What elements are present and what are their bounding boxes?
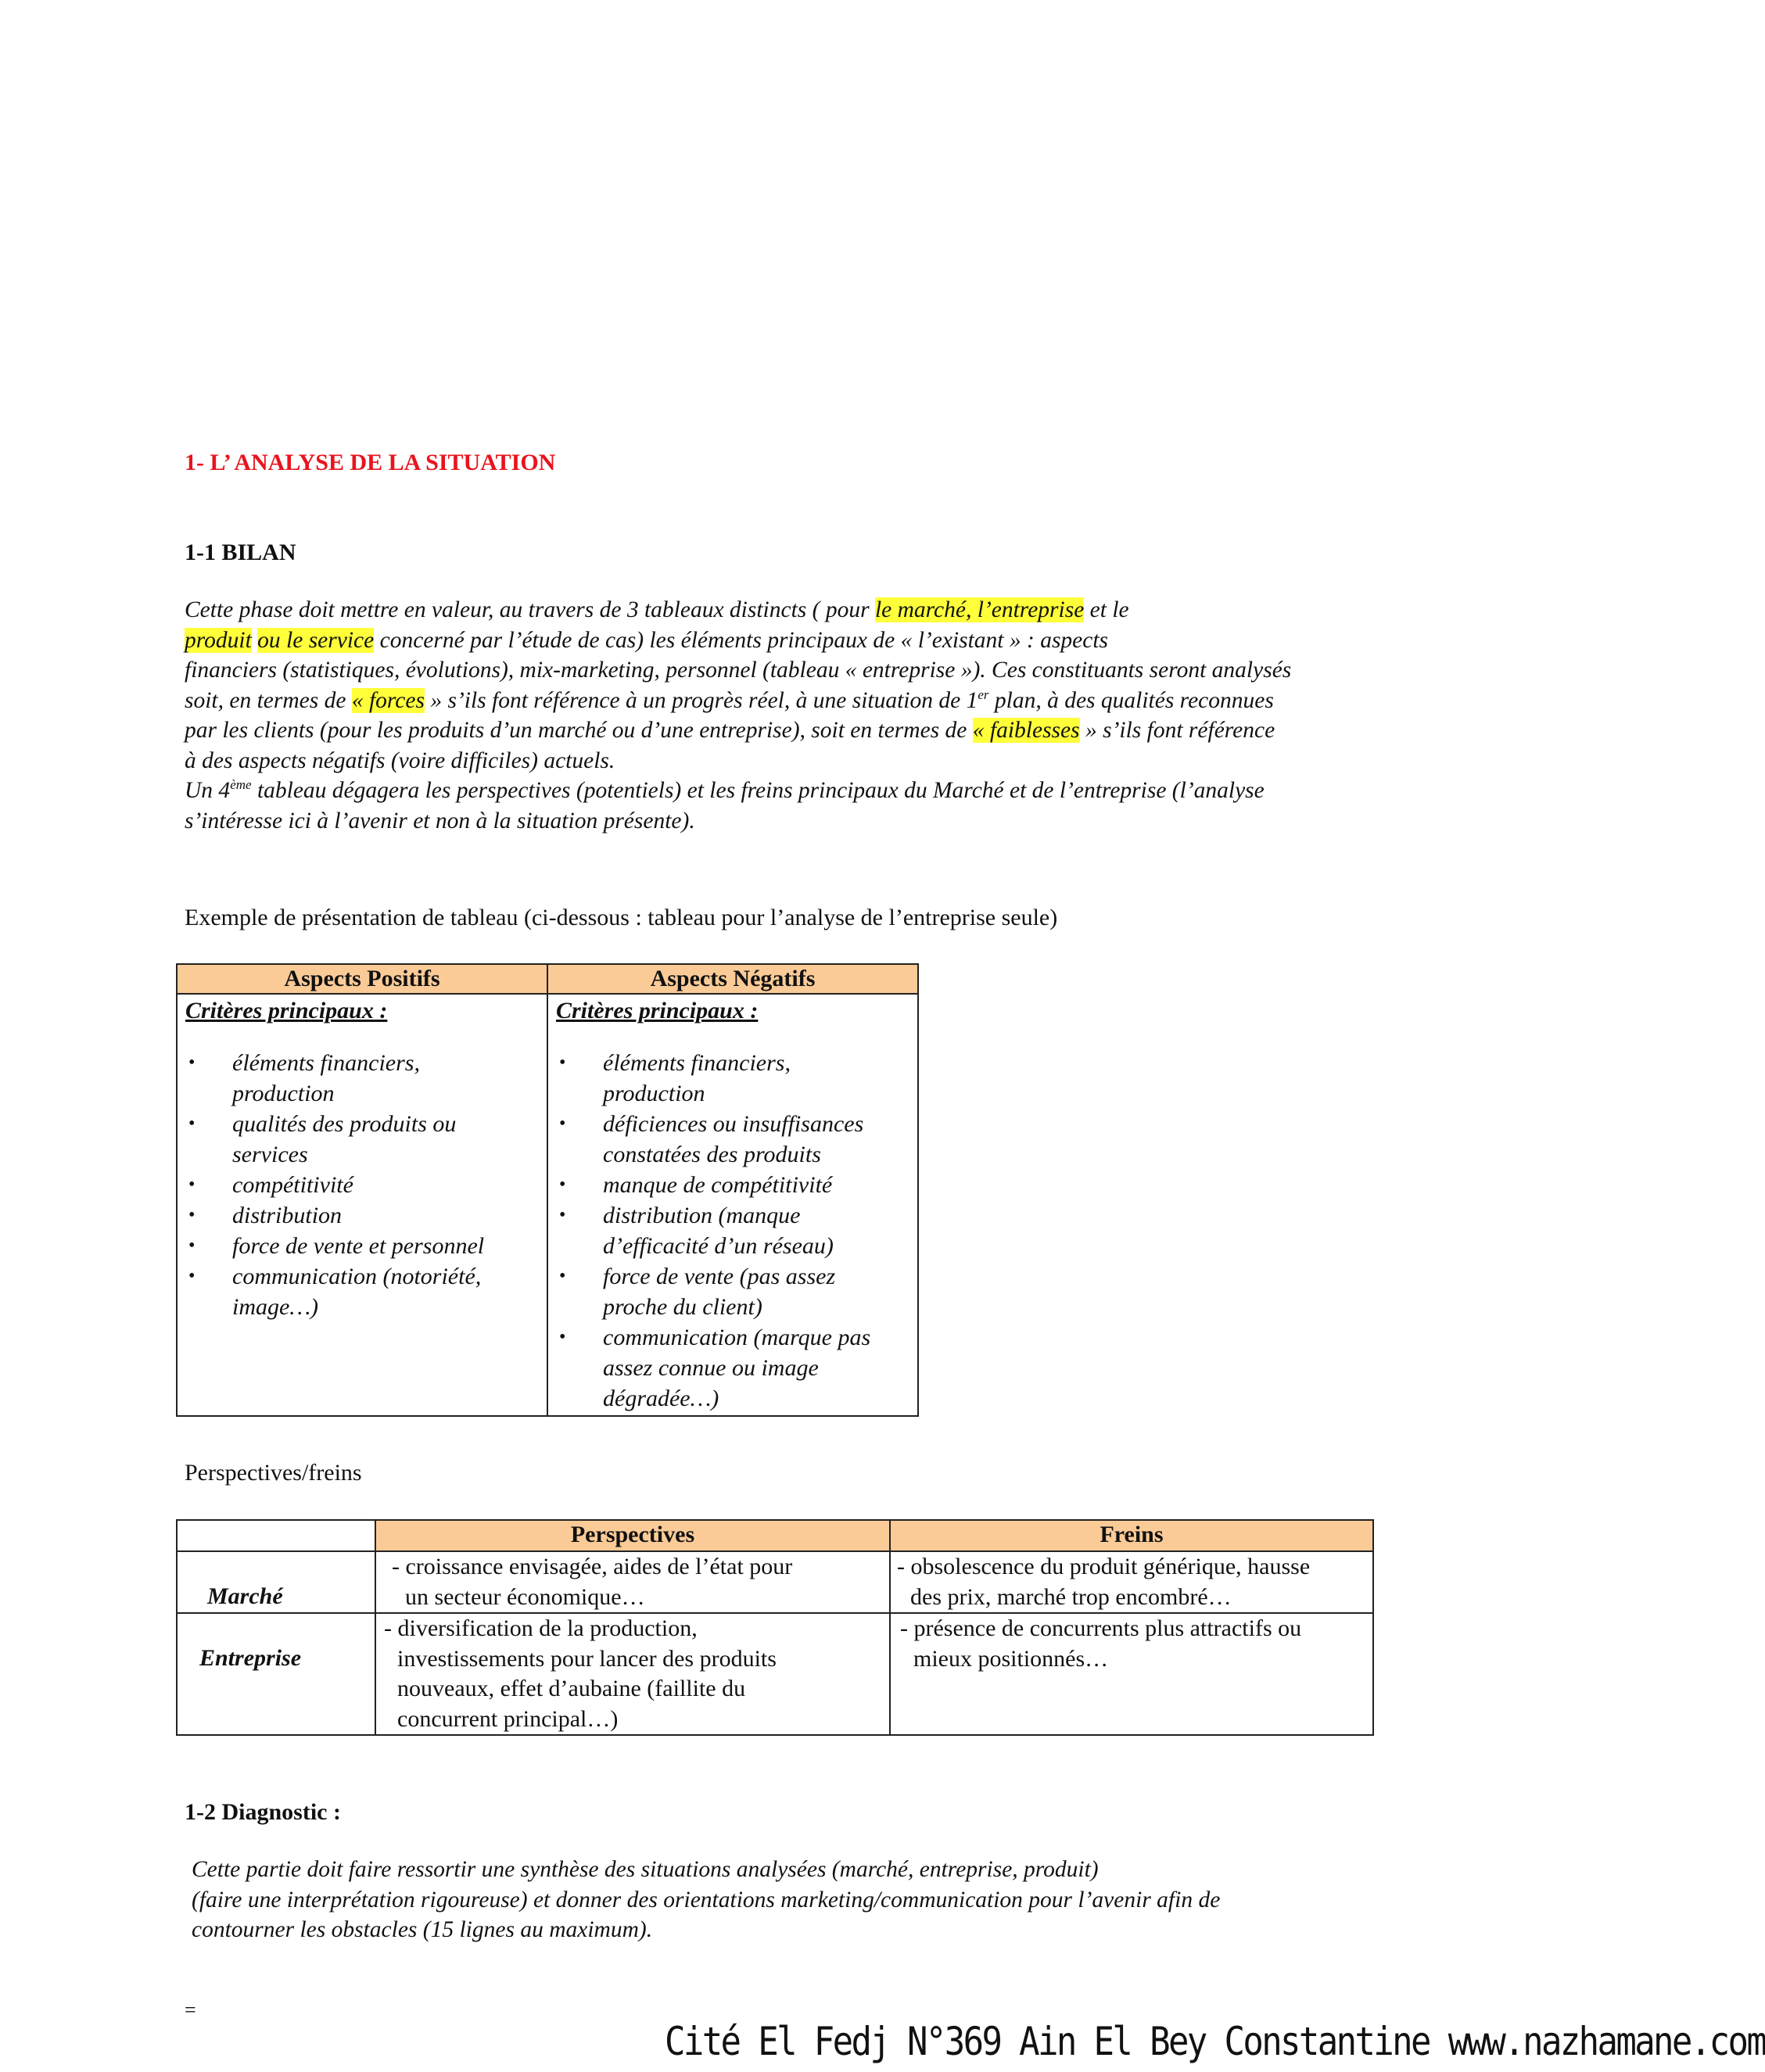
bullet-line: assez connue ou image xyxy=(603,1355,819,1381)
bullet-line: éléments financiers, xyxy=(232,1050,420,1076)
cell-line: un secteur économique… xyxy=(405,1583,645,1610)
bullet-line: qualités des produits ou xyxy=(232,1111,457,1137)
bullet-line: force de vente et personnel xyxy=(232,1233,485,1259)
cell-line: - diversification de la production, xyxy=(384,1615,698,1641)
bullet-icon: • xyxy=(188,1235,196,1256)
example-caption: Exemple de présentation de tableau (ci-dessous : tableau pour l’analyse de l’entreprise seule) xyxy=(185,905,1058,930)
bilan-line: Un 4ème tableau dégagera les perspectives (potentiels) et les freins principaux du Marché et de l’entreprise (l’analyse xyxy=(185,777,1265,803)
bilan-line: produit ou le service concerné par l’étude de cas) les éléments principaux de « l’existant » : aspects xyxy=(185,627,1109,653)
highlight: « forces xyxy=(351,687,425,713)
row-label-entreprise-cell xyxy=(177,1613,375,1735)
empty-corner-cell xyxy=(177,1520,375,1551)
bilan-title: 1-1 BILAN xyxy=(185,540,296,565)
row-label-marche: Marché xyxy=(207,1583,283,1609)
bullet-line: force de vente (pas assez xyxy=(603,1264,836,1289)
cell-line: - croissance envisagée, aides de l’état pour xyxy=(392,1554,793,1579)
pf-caption: Perspectives/freins xyxy=(185,1460,362,1486)
bullet-icon: • xyxy=(188,1052,196,1073)
bullet-item xyxy=(178,1109,529,1170)
bullet-item xyxy=(548,1048,900,1109)
cell-line: - présence de concurrents plus attractifs ou xyxy=(900,1615,1302,1641)
diagnostic-title: 1-2 Diagnostic : xyxy=(185,1799,341,1825)
bullet-line: d’efficacité d’un réseau) xyxy=(603,1233,834,1259)
bullet-item xyxy=(178,1170,529,1200)
criteria-label: Critères principaux : xyxy=(185,998,388,1023)
section-title: 1- L’ ANALYSE DE LA SITUATION xyxy=(185,450,556,475)
bullet-line: communication (notoriété, xyxy=(232,1264,482,1289)
aspects-negative-header: Aspects Négatifs xyxy=(547,964,918,994)
diagnostic-paragraph xyxy=(192,1855,1458,1945)
bullet-line: image…) xyxy=(232,1294,318,1320)
bullet-item xyxy=(178,1231,529,1261)
bullet-line: constatées des produits xyxy=(603,1142,821,1167)
bullet-line: dégradée…) xyxy=(603,1386,719,1411)
criteria-label: Critères principaux : xyxy=(556,998,759,1023)
bullet-icon: • xyxy=(559,1266,566,1286)
bullet-item xyxy=(178,1261,529,1322)
freins-header: Freins xyxy=(890,1520,1373,1551)
bullet-icon: • xyxy=(188,1174,196,1195)
bullet-item xyxy=(548,1200,900,1261)
bullet-icon: • xyxy=(559,1052,566,1073)
positive-list xyxy=(178,1048,547,1322)
highlight: produit xyxy=(185,627,252,653)
entreprise-perspectives-cell xyxy=(375,1613,890,1735)
aspects-table xyxy=(176,963,919,1417)
aspects-negative-cell xyxy=(547,994,918,1416)
bilan-line: Cette phase doit mettre en valeur, au travers de 3 tableaux distincts ( pour le marché, l’entreprise et le xyxy=(185,597,1129,622)
aspects-positive-cell xyxy=(177,994,547,1416)
bullet-item xyxy=(178,1048,529,1109)
bullet-icon: • xyxy=(559,1113,566,1134)
footer-address: Cité El Fedj N°369 Ain El Bey Constantine www.nazhamane.com xyxy=(665,2019,1765,2064)
row-label-entreprise: Entreprise xyxy=(199,1645,302,1671)
cell-line: des prix, marché trop encombré… xyxy=(910,1583,1232,1610)
bullet-line: manque de compétitivité xyxy=(603,1172,833,1198)
bullet-icon: • xyxy=(559,1174,566,1195)
entreprise-freins-cell xyxy=(890,1613,1373,1735)
bilan-line: à des aspects négatifs (voire difficiles) actuels. xyxy=(185,747,615,773)
bullet-item xyxy=(548,1109,900,1170)
cell-line: concurrent principal…) xyxy=(397,1705,619,1732)
bullet-icon: • xyxy=(188,1113,196,1134)
bullet-icon: • xyxy=(559,1327,566,1347)
negative-list xyxy=(548,1048,917,1414)
cell-line: - obsolescence du produit générique, hausse xyxy=(897,1554,1311,1579)
bullet-line: services xyxy=(232,1142,308,1167)
diagnostic-line: (faire une interprétation rigoureuse) et donner des orientations marketing/communication pour l’avenir afin de xyxy=(192,1887,1221,1912)
bullet-line: proche du client) xyxy=(603,1294,762,1320)
highlight: ou le service xyxy=(257,627,375,653)
bilan-line: par les clients (pour les produits d’un marché ou d’une entreprise), soit en termes de « faiblesses » s’ils font référence xyxy=(185,718,1275,743)
bullet-item xyxy=(548,1261,900,1322)
bullet-line: production xyxy=(232,1081,335,1106)
bullet-icon: • xyxy=(559,1205,566,1225)
cell-line: investissements pour lancer des produits xyxy=(397,1645,777,1672)
bullet-item xyxy=(548,1322,900,1414)
bullet-item xyxy=(548,1170,900,1200)
bullet-line: distribution xyxy=(232,1203,343,1228)
bullet-icon: • xyxy=(188,1266,196,1286)
bilan-paragraph xyxy=(185,595,1451,836)
equals-mark: = xyxy=(185,1999,196,2021)
bullet-icon: • xyxy=(188,1205,196,1225)
bullet-line: communication (marque pas xyxy=(603,1325,871,1350)
bilan-line: s’intéresse ici à l’avenir et non à la situation présente). xyxy=(185,808,695,833)
row-label-marche-cell xyxy=(177,1551,375,1613)
marche-freins-cell xyxy=(890,1551,1373,1613)
bullet-line: compétitivité xyxy=(232,1172,353,1198)
perspectives-table xyxy=(176,1519,1374,1736)
highlight: le marché, l’entreprise xyxy=(874,597,1085,622)
aspects-positive-header: Aspects Positifs xyxy=(177,964,547,994)
diagnostic-line: Cette partie doit faire ressortir une synthèse des situations analysées (marché, entreprise, produit) xyxy=(192,1857,1099,1882)
bilan-line: soit, en termes de « forces » s’ils font référence à un progrès réel, à une situation de 1er plan, à des qualités reconnues xyxy=(185,686,1274,713)
bullet-line: distribution (manque xyxy=(603,1203,801,1228)
bullet-line: déficiences ou insuffisances xyxy=(603,1111,864,1137)
marche-perspectives-cell xyxy=(375,1551,890,1613)
bullet-line: production xyxy=(603,1081,705,1106)
highlight: « faiblesses xyxy=(972,718,1080,743)
diagnostic-line: contourner les obstacles (15 lignes au maximum). xyxy=(192,1917,653,1942)
bullet-line: éléments financiers, xyxy=(603,1050,791,1076)
bilan-line: financiers (statistiques, évolutions), mix-marketing, personnel (tableau « entreprise »). Ces constituants seront analysés xyxy=(185,658,1292,683)
cell-line: mieux positionnés… xyxy=(913,1645,1109,1672)
cell-line: nouveaux, effet d’aubaine (faillite du xyxy=(397,1676,746,1701)
bullet-item xyxy=(178,1200,529,1231)
perspectives-header: Perspectives xyxy=(375,1520,890,1551)
